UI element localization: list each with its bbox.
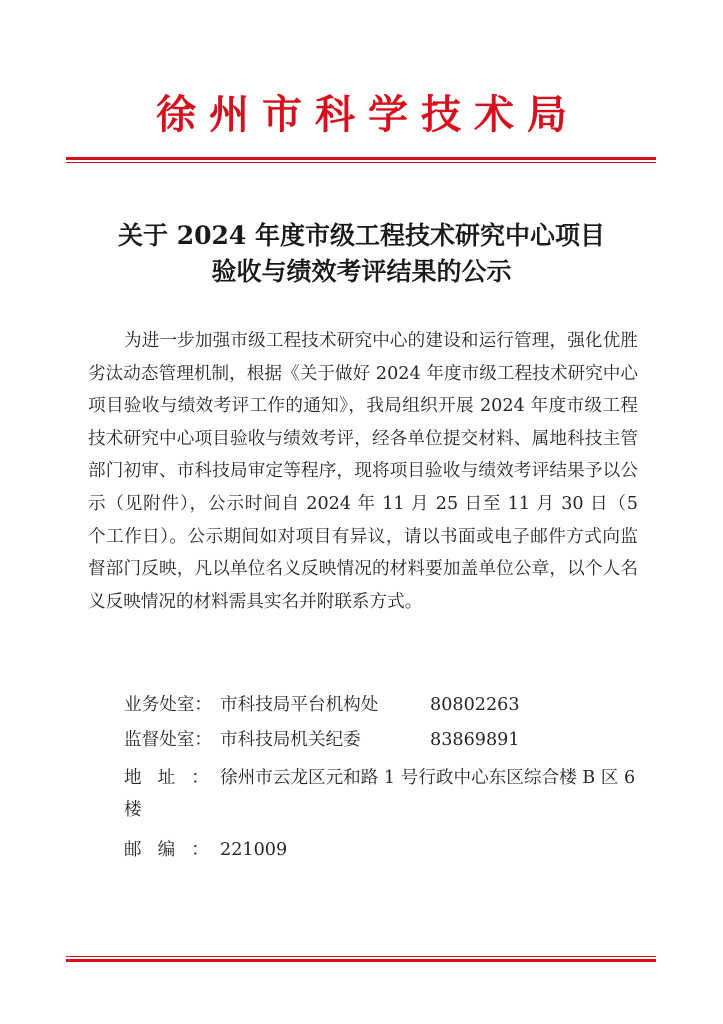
notice-body bbox=[88, 325, 638, 618]
postcode-label: 邮编： bbox=[124, 840, 225, 860]
notice-title-line-2: 验收与绩效考评结果的公示 bbox=[211, 257, 512, 286]
rule-thin-line bbox=[66, 162, 656, 163]
contact-row-postcode bbox=[88, 834, 643, 866]
address-label: 地址： bbox=[124, 768, 225, 788]
supervision-office-label: 监督处室： bbox=[124, 730, 212, 750]
footer-double-rule bbox=[66, 956, 656, 962]
masthead-double-rule bbox=[66, 157, 656, 163]
contact-block bbox=[88, 689, 643, 866]
supervision-office-name: 市科技局机关纪委 bbox=[220, 730, 361, 750]
contact-row-supervision bbox=[88, 724, 643, 756]
notice-paragraph: 为进一步加强市级工程技术研究中心的建设和运行管理，强化优胜劣汰动态管理机制，根据《关于做好 2024 年度市级工程技术研究中心项目验收与绩效考评工作的通知》，我局组织开展 2024 年度市级工程技术研究中心项目验收与绩效考评，经各单位提交材料、属地科技主管部门初审、市科技局审定等程序，现将项目验收与绩效考评结果予以公示（见附件），公示时间自 2024 年 11 月 25 日至 11 月 30 日（5 个工作日）。公示期间如对项目有异议，请以书面或电子邮件方式向监督部门反映，凡以单位名义反映情况的材料要加盖单位公章，以个人名义反映情况的材料需具实名并附联系方式。 bbox=[88, 331, 638, 612]
contact-row-address bbox=[88, 762, 643, 826]
masthead-org-name: 徐州市科学技术局 bbox=[156, 91, 580, 138]
business-office-phone: 80802263 bbox=[430, 695, 520, 715]
business-office-label: 业务处室： bbox=[124, 695, 212, 715]
rule-thick-line bbox=[66, 959, 656, 962]
notice-title-line-1: 关于 2024 年度市级工程技术研究中心项目 bbox=[118, 221, 605, 250]
address-value: 徐州市云龙区元和路 1 号行政中心东区综合楼 B 区 6 楼 bbox=[124, 768, 636, 820]
postcode-value: 221009 bbox=[220, 840, 288, 860]
contact-row-business bbox=[88, 689, 643, 721]
business-office-name: 市科技局平台机构处 bbox=[220, 695, 379, 715]
supervision-office-phone: 83869891 bbox=[430, 730, 520, 750]
